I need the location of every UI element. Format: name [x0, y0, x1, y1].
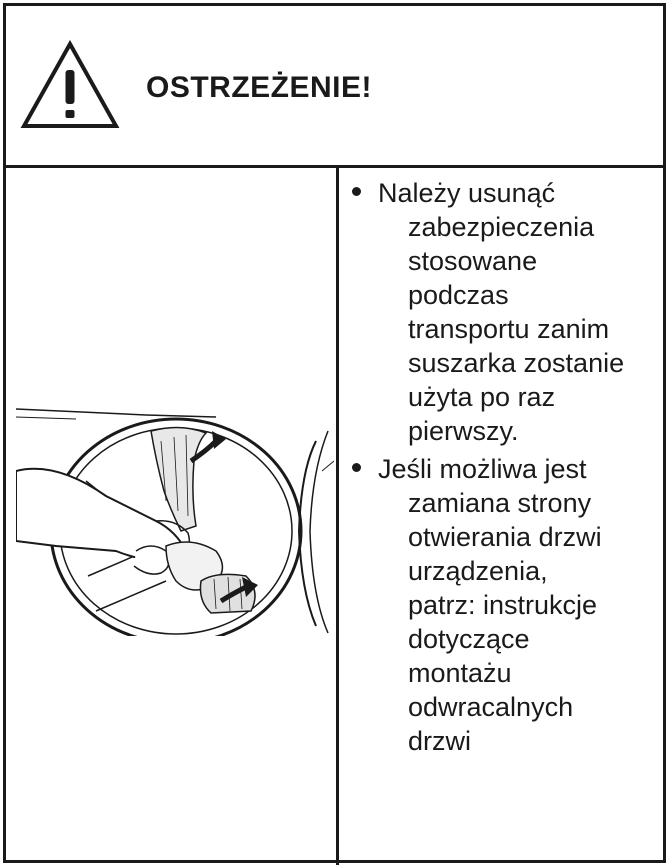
dryer-drum-illustration	[16, 401, 334, 636]
warning-panel	[3, 3, 666, 863]
list-item	[350, 176, 668, 448]
instruction-text: Należy usunąć zabezpieczenia stosowane podczas transportu zanim suszarka zostanie użyta po raz pierwszy.	[378, 178, 625, 446]
bullet-dot-icon	[352, 187, 361, 196]
warning-title: OSTRZEŻENIE!	[146, 71, 373, 104]
list-item	[350, 452, 668, 758]
bullet-dot-icon	[352, 463, 361, 472]
warning-triangle-icon	[20, 40, 120, 130]
warning-header	[6, 6, 663, 168]
instruction-list	[350, 176, 668, 762]
instruction-text: Jeśli możliwa jest zamiana strony otwierania drzwi urządzenia, patrz: instrukcje dotyczące montażu odwracalnych drzwi	[378, 454, 602, 756]
column-divider	[336, 165, 339, 865]
